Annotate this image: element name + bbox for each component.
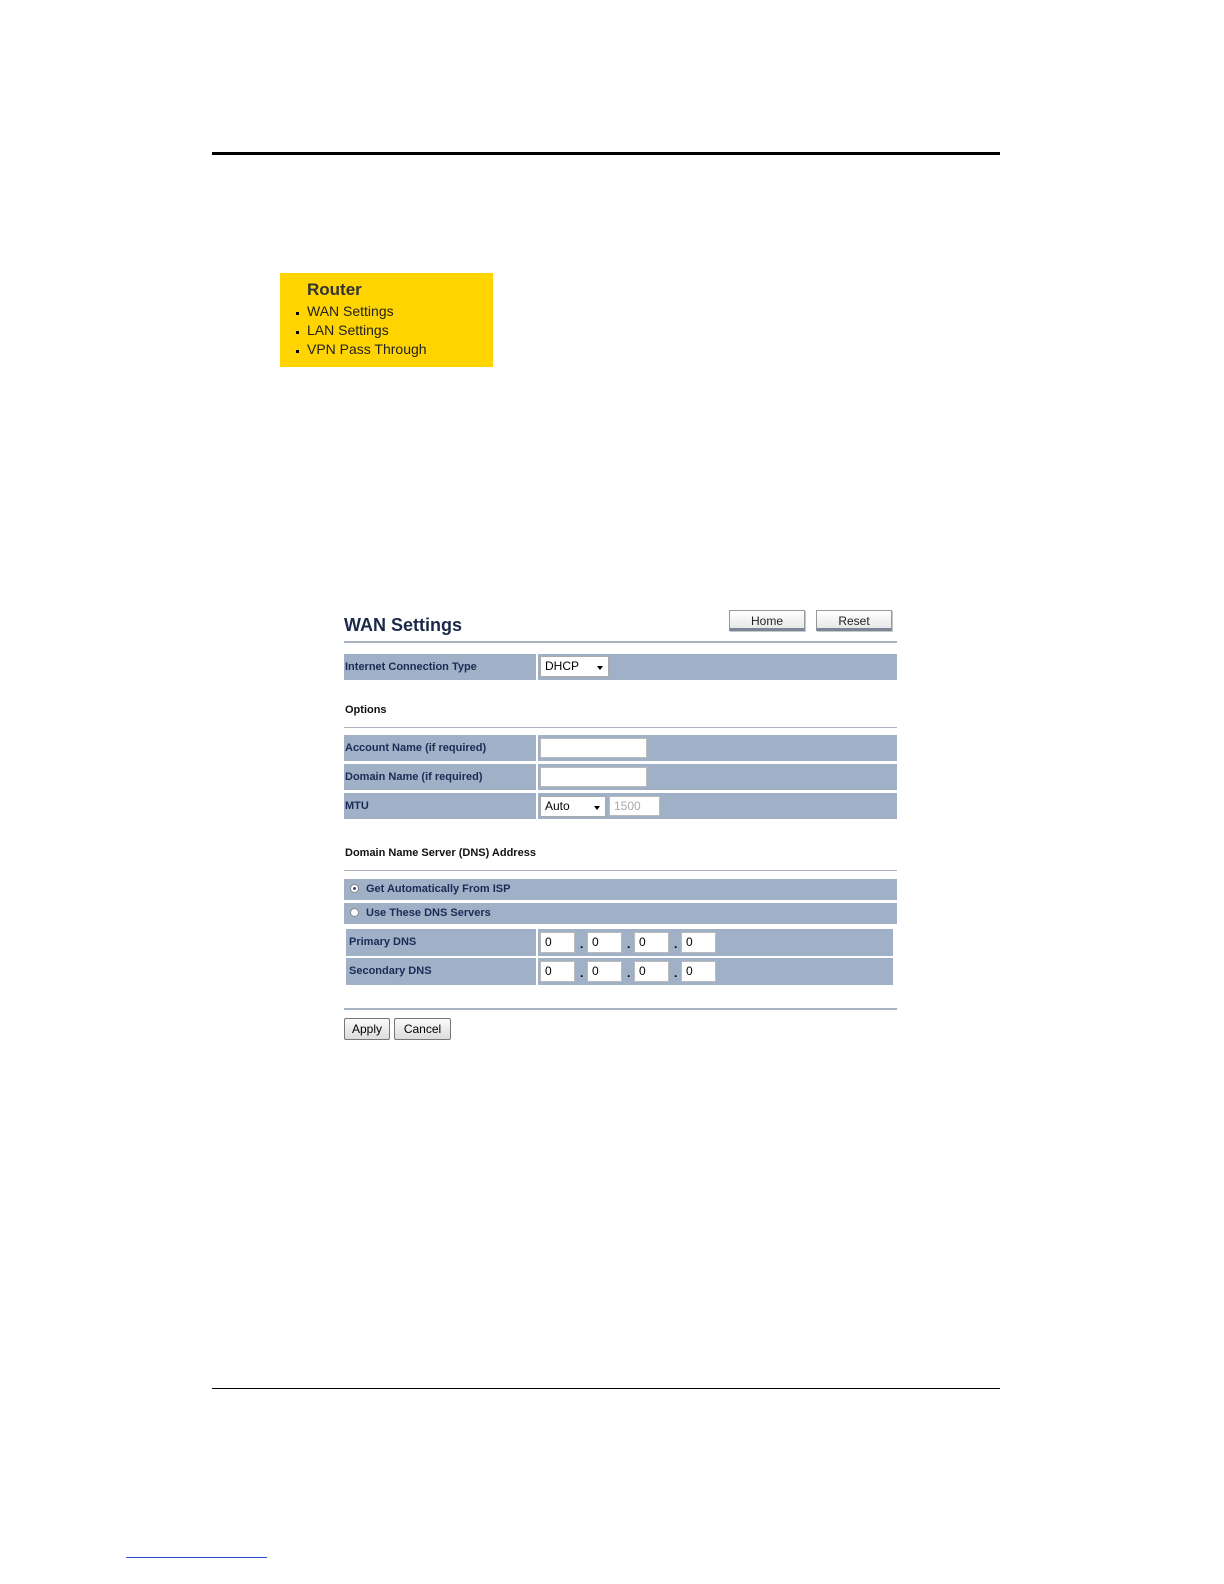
- router-menu: [280, 273, 493, 367]
- dns-divider: [344, 870, 897, 871]
- chevron-down-icon: [594, 806, 600, 810]
- secondary-dns-octet-2[interactable]: 0: [587, 961, 622, 982]
- page-title: WAN Settings: [344, 615, 463, 635]
- router-menu-title: Router: [307, 280, 362, 299]
- account-name-field[interactable]: [540, 738, 647, 758]
- connection-type-select[interactable]: DHCP: [540, 656, 609, 677]
- primary-dns-octet-3[interactable]: 0: [634, 932, 669, 953]
- page-header-rule: [212, 152, 1000, 155]
- footnote-separator: [126, 1557, 267, 1558]
- router-menu-list: [294, 302, 427, 359]
- domain-name-row: [344, 764, 897, 790]
- home-button[interactable]: Home: [729, 610, 805, 631]
- router-menu-item-lan[interactable]: LAN Settings: [294, 321, 427, 340]
- primary-dns-octet-1[interactable]: 0: [540, 932, 575, 953]
- connection-type-label: Internet Connection Type: [345, 661, 477, 673]
- mtu-row: [344, 793, 897, 819]
- cancel-button[interactable]: Cancel: [394, 1018, 451, 1040]
- reset-button[interactable]: Reset: [816, 610, 892, 631]
- secondary-dns-label: Secondary DNS: [349, 965, 432, 977]
- dns-manual-radio[interactable]: [350, 908, 359, 917]
- page-footer-rule: [212, 1388, 1000, 1389]
- dns-auto-label: Get Automatically From ISP: [366, 883, 511, 895]
- secondary-dns-row: Secondary DNS 0 . 0 . 0 . 0: [346, 958, 893, 985]
- mtu-mode-select[interactable]: Auto: [540, 796, 606, 817]
- account-name-row: [344, 735, 897, 761]
- title-divider: [344, 641, 897, 643]
- apply-button[interactable]: Apply: [344, 1018, 390, 1040]
- account-name-label: Account Name (if required): [345, 742, 487, 754]
- connection-type-row: [344, 654, 897, 680]
- primary-dns-row: Primary DNS 0 . 0 . 0 . 0: [346, 929, 893, 956]
- primary-dns-label: Primary DNS: [349, 936, 417, 948]
- bullet-icon: [296, 331, 299, 334]
- dns-auto-radio[interactable]: [350, 884, 359, 893]
- domain-name-field[interactable]: [540, 767, 647, 787]
- chevron-down-icon: [597, 666, 603, 670]
- actions-divider: [344, 1008, 897, 1010]
- dns-heading: Domain Name Server (DNS) Address: [345, 847, 536, 859]
- mtu-value-field[interactable]: 1500: [609, 796, 660, 816]
- primary-dns-octet-4[interactable]: 0: [681, 932, 716, 953]
- domain-name-label: Domain Name (if required): [345, 771, 483, 783]
- dns-manual-row[interactable]: [344, 903, 897, 924]
- secondary-dns-octet-3[interactable]: 0: [634, 961, 669, 982]
- bullet-icon: [296, 350, 299, 353]
- secondary-dns-octet-1[interactable]: 0: [540, 961, 575, 982]
- options-heading: Options: [345, 704, 387, 716]
- mtu-label: MTU: [345, 800, 369, 812]
- options-divider: [344, 727, 897, 728]
- router-menu-item-wan[interactable]: WAN Settings: [294, 302, 427, 321]
- dns-auto-row[interactable]: [344, 879, 897, 900]
- bullet-icon: [296, 312, 299, 315]
- primary-dns-octet-2[interactable]: 0: [587, 932, 622, 953]
- router-menu-item-vpn[interactable]: VPN Pass Through: [294, 340, 427, 359]
- dns-manual-label: Use These DNS Servers: [366, 907, 491, 919]
- secondary-dns-octet-4[interactable]: 0: [681, 961, 716, 982]
